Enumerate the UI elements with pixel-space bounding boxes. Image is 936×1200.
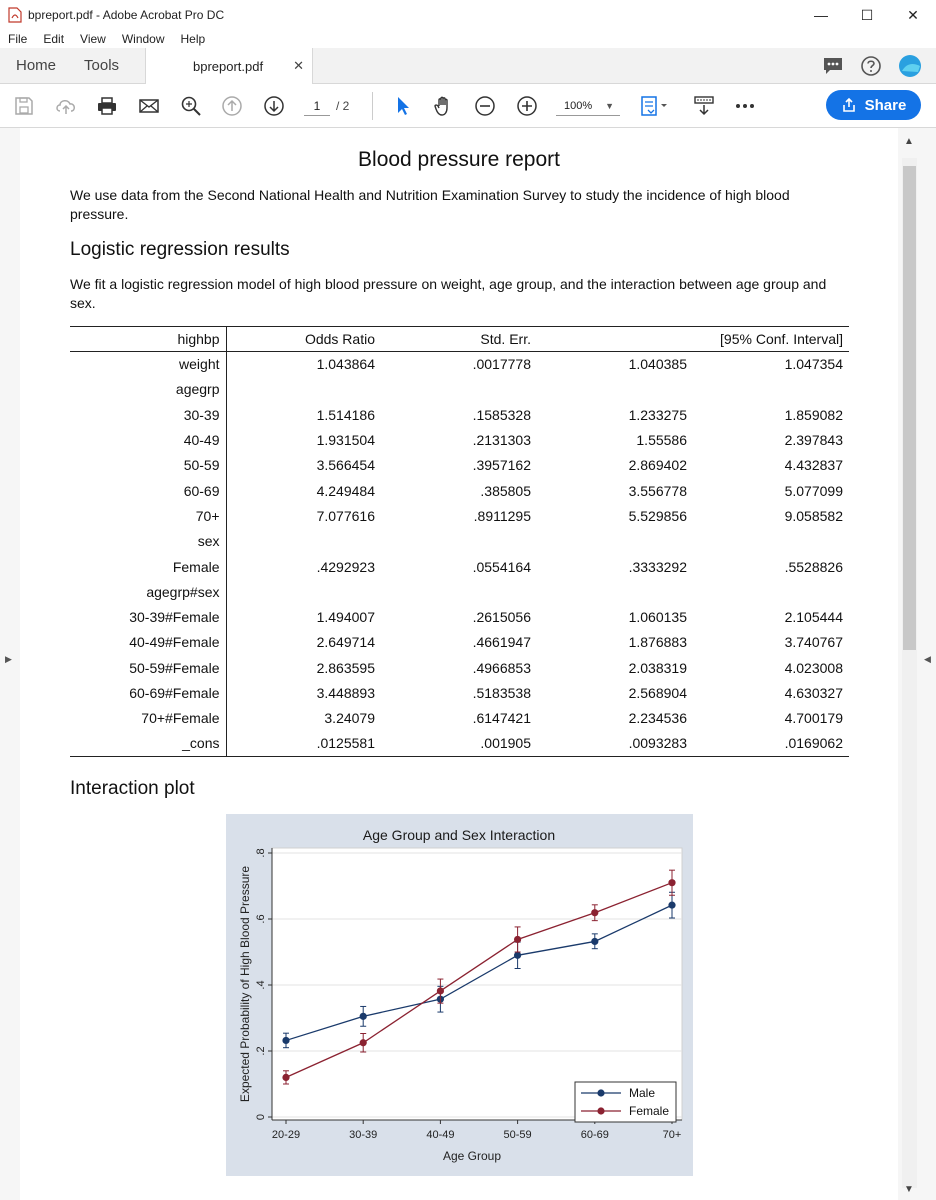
chart-title: Age Group and Sex Interaction [362,827,556,843]
table-cell: 4.700179 [784,710,843,727]
data-point [360,1039,367,1046]
table-cell: 3.24079 [324,710,375,727]
column-header [537,327,693,352]
comment-icon[interactable] [822,56,844,76]
data-point [591,938,598,945]
table-cell: 1.043864 [316,356,375,373]
table-cell: 1.55586 [636,432,687,449]
y-tick-label: .6 [255,914,267,924]
fit-page-icon[interactable] [638,94,672,118]
table-cell: .2615056 [472,609,531,626]
share-icon [841,97,857,113]
row-label: agegrp [70,377,226,402]
table-cell: 4.249484 [316,482,375,499]
table-cell: 1.040385 [628,356,687,373]
title-bar [0,0,936,30]
table-cell: 1.060135 [628,609,687,626]
chevron-down-icon: ▼ [605,101,614,111]
tab-document-label: bpreport.pdf [193,58,264,74]
row-label: 60-69#Female [70,680,226,705]
y-axis-label: Expected Probability of High Blood Pressure [238,865,252,1103]
column-header: Std. Err. [381,327,537,352]
left-panel-collapsed [0,128,20,1200]
table-cell: 4.023008 [784,659,843,676]
row-label: 50-59 [70,453,226,478]
data-point [282,1074,289,1081]
menu-help[interactable]: Help [180,32,206,46]
table-cell: 3.740767 [784,634,843,651]
expand-right-panel-icon[interactable]: ◀ [924,654,931,664]
maximize-icon[interactable]: ☐ [860,6,874,23]
table-cell: 1.931504 [316,432,375,449]
minimize-icon[interactable]: — [814,7,828,23]
row-label: 30-39 [70,402,226,427]
table-row [70,579,849,604]
table-row [70,529,849,554]
pdf-file-icon [8,7,22,23]
table-cell: 2.038319 [628,659,687,676]
data-point [668,879,675,886]
table-cell: .5183538 [472,685,531,701]
section-heading-regression: Logistic regression results [70,239,290,260]
table-cell: 1.047354 [784,356,843,373]
zoom-in-icon[interactable] [515,94,539,118]
table-cell: 2.863595 [316,659,375,676]
table-cell [226,377,381,402]
scroll-mode-icon[interactable] [692,94,716,118]
zoom-out-icon[interactable] [473,94,497,118]
legend-label: Male [629,1086,656,1100]
select-cursor-icon[interactable] [391,94,415,118]
y-tick-label: .8 [255,848,267,858]
data-point [514,936,521,943]
help-icon[interactable] [860,55,882,77]
zoom-level-value: 100% [564,100,593,112]
row-label: 70+ [70,503,226,528]
data-point [360,1013,367,1020]
menu-file[interactable]: File [8,32,28,46]
table-row [70,680,849,705]
table-cell: 1.233275 [628,406,687,423]
table-row [70,453,849,478]
table-cell: 5.077099 [784,482,843,499]
table-cell [537,529,693,554]
page-number-input[interactable]: 1 [304,96,330,116]
save-icon[interactable] [12,94,36,118]
table-cell: .0554164 [472,558,531,575]
zoom-level-select[interactable] [556,96,620,116]
table-cell: 3.556778 [628,482,687,499]
table-cell: 1.494007 [316,609,375,626]
table-cell: 2.234536 [628,710,687,727]
data-point [514,952,521,959]
table-cell: 4.630327 [784,685,843,701]
data-point [591,909,598,916]
table-cell: .0125581 [226,731,381,756]
x-tick-label: 60-69 [580,1129,609,1141]
table-cell: 2.397843 [784,432,843,449]
table-cell: 2.869402 [628,457,687,474]
share-button[interactable] [826,90,921,120]
table-cell: 7.077616 [316,507,375,524]
table-cell: 9.058582 [784,507,843,524]
table-cell [693,529,849,554]
table-cell: 5.529856 [628,507,687,524]
print-icon[interactable] [95,94,119,118]
row-label: 60-69 [70,478,226,503]
table-row [70,503,849,528]
plot-area [272,848,682,1120]
share-button-label: Share [864,96,907,114]
window-title: bpreport.pdf - Adobe Acrobat Pro DC [28,8,225,22]
table-cell: 4.432837 [784,457,843,474]
close-window-icon[interactable]: ✕ [907,6,919,23]
tab-home[interactable]: Home [16,56,57,74]
table-cell [381,579,537,604]
search-icon[interactable] [179,94,203,118]
data-point [282,1037,289,1044]
row-label: 40-49#Female [70,630,226,655]
menu-bar [0,30,936,48]
toolbar [0,84,936,128]
x-tick-label: 40-49 [426,1129,455,1141]
table-cell [537,579,693,604]
next-page-icon[interactable] [262,94,286,118]
interaction-chart [226,814,693,1176]
table-row [70,427,849,452]
table-cell [381,529,537,554]
pdf-page [20,128,898,1200]
table-row [70,478,849,503]
table-cell: .6147421 [472,710,531,727]
row-label: _cons [70,731,226,756]
regression-paragraph: We fit a logistic regression model of high blood pressure on weight, age group, and the interaction between age group and sex. [70,276,827,311]
column-header: highbp [70,327,226,352]
table-cell: .4292923 [316,558,375,575]
table-header-row [70,327,849,352]
row-label: Female [70,554,226,579]
table-row [70,352,849,377]
table-row [70,377,849,402]
table-cell: .2131303 [472,432,531,449]
table-row [70,554,849,579]
table-row [70,402,849,427]
data-point [668,902,675,909]
regression-table [70,326,849,757]
y-tick-label: .2 [255,1046,267,1056]
table-cell [381,377,537,402]
x-tick-label: 20-29 [271,1129,301,1141]
scroll-down-icon[interactable]: ▼ [904,1184,914,1195]
intro-paragraph: We use data from the Second National Health and Nutrition Examination Survey to study the incidence of high blood pressure. [70,187,790,222]
table-cell: .4966853 [472,659,531,676]
document-title: Blood pressure report [358,148,560,171]
row-label: sex [70,529,226,554]
column-header: Odds Ratio [226,327,381,352]
tab-document[interactable] [145,48,313,84]
table-cell: .001905 [381,731,537,756]
table-cell: .385805 [480,482,531,499]
scroll-up-icon[interactable]: ▲ [904,136,914,147]
x-axis-label: Age Group [442,1149,502,1163]
table-cell: .5528826 [784,558,843,575]
page-total: / 2 [336,99,350,113]
data-point [437,987,444,994]
table-row [70,731,849,756]
tab-bar [0,48,936,84]
table-cell [693,579,849,604]
account-avatar-icon[interactable] [898,54,922,78]
row-label: 70+#Female [70,706,226,731]
menu-window[interactable]: Window [121,32,165,46]
interaction-plot [226,814,693,1176]
previous-page-icon[interactable] [220,94,244,118]
more-options-icon[interactable] [733,94,757,118]
table-cell: 1.514186 [316,406,375,423]
legend-marker [597,1107,604,1114]
table-cell: 3.566454 [316,457,375,474]
table-row [70,706,849,731]
table-cell: .0169062 [693,731,849,756]
table-cell [226,529,381,554]
close-tab-icon[interactable]: ✕ [293,58,304,73]
email-icon[interactable] [137,94,161,118]
row-label: agegrp#sex [70,579,226,604]
table-cell: .0093283 [537,731,693,756]
y-tick-label: .4 [255,980,267,990]
x-tick-label: 30-39 [349,1129,378,1141]
row-label: 30-39#Female [70,604,226,629]
table-row [70,604,849,629]
table-cell: 1.859082 [784,406,843,423]
table-cell: .8911295 [473,507,531,524]
row-label: weight [70,352,226,377]
column-header: [95% Conf. Interval] [693,327,849,352]
menu-view[interactable]: View [80,32,106,46]
table-cell: .0017778 [472,356,531,373]
menu-edit[interactable]: Edit [43,32,65,46]
table-cell: 1.876883 [628,634,687,651]
table-cell [693,377,849,402]
table-cell: 2.568904 [628,685,687,701]
legend-label: Female [629,1104,670,1118]
row-label: 40-49 [70,427,226,452]
table-cell: .1585328 [472,406,531,423]
document-viewer [0,128,936,1200]
x-tick-label: 50-59 [503,1129,532,1141]
table-cell: 2.649714 [316,634,375,651]
legend-marker [597,1089,604,1096]
expand-left-panel-icon[interactable]: ▶ [5,654,12,664]
y-tick-label: 0 [255,1113,267,1121]
section-heading-interaction-plot: Interaction plot [70,778,195,799]
table-cell [226,579,381,604]
table-row [70,630,849,655]
hand-tool-icon[interactable] [432,94,456,118]
toolbar-divider [372,92,373,120]
cloud-upload-icon[interactable] [54,94,78,118]
scrollbar-thumb[interactable] [903,166,916,650]
table-cell: .3957162 [472,457,531,474]
vertical-scrollbar[interactable] [898,128,936,1200]
table-cell: .4661947 [472,634,531,651]
x-tick-label: 70+ [662,1129,682,1141]
tab-tools[interactable]: Tools [84,56,120,74]
table-cell: 3.448893 [316,685,375,701]
table-cell: .3333292 [628,558,687,575]
table-cell [537,377,693,402]
table-row [70,655,849,680]
table-cell: 2.105444 [784,609,843,626]
row-label: 50-59#Female [70,655,226,680]
